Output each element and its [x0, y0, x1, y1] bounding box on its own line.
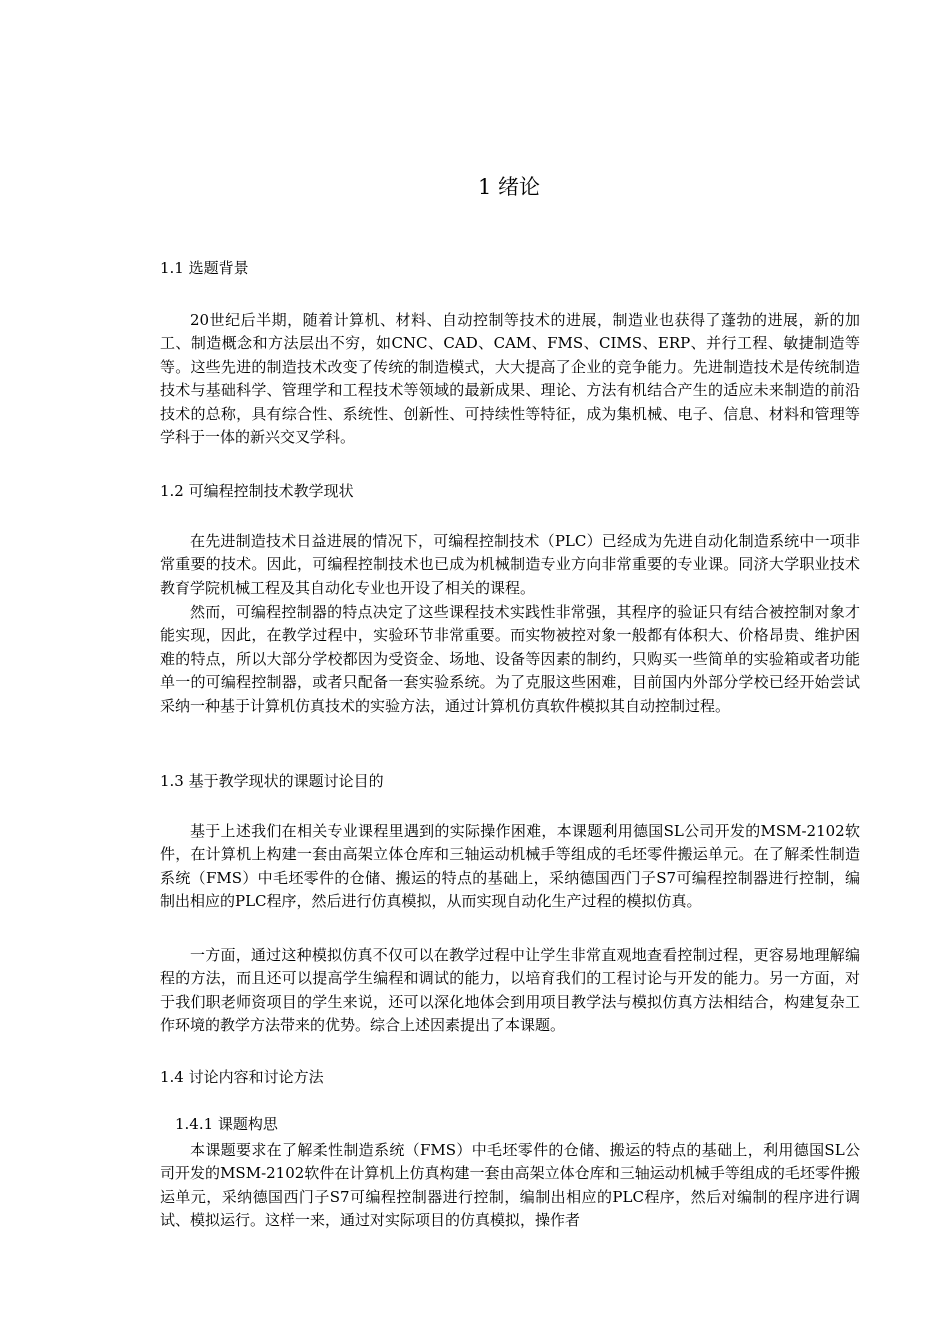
subsection-1-4-1-paragraph: 本课题要求在了解柔性制造系统（FMS）中毛坯零件的仓储、搬运的特点的基础上，利用德国SL公司开发的MSM-2102软件在计算机上仿真构建一套由高架立体仓库和三轴运动机械手等组成的毛坯零件搬运单元，采纳德国西门子S7可编程控制器进行控制，编制出相应的PLC程序，然后对编制的程序进行调试、模拟运行。这样一来，通过对实际项目的仿真模拟，操作者: [160, 1141, 860, 1230]
section-heading-1-1: 1.1 选题背景: [160, 259, 249, 277]
section-1-1-paragraph: 20世纪后半期，随着计算机、材料、自动控制等技术的进展，制造业也获得了蓬勃的进展，新的加工、制造概念和方法层出不穷，如CNC、CAD、CAM、FMS、CIMS、ERP、并行工程、敏捷制造等等。这些先进的制造技术改变了传统的制造模式，大大提高了企业的竞争能力。先进制造技术是传统制造技术与基础科学、管理学和工程技术等领域的最新成果、理论、方法有机结合产生的适应未来制造的前沿技术的总称，具有综合性、系统性、创新性、可持续性等特征，成为集机械、电子、信息、材料和管理等学科于一体的新兴交叉学科。: [160, 311, 860, 447]
section-heading-1-2: 1.2 可编程控制技术教学现状: [160, 482, 354, 500]
section-1-3-paragraph-2: 一方面，通过这种模拟仿真不仅可以在教学过程中让学生非常直观地查看控制过程，更容易地理解编程的方法，而且还可以提高学生编程和调试的能力，以培育我们的工程讨论与开发的能力。另一方面，对于我们职老师资项目的学生来说，还可以深化地体会到用项目教学法与模拟仿真方法相结合，构建复杂工作环境的教学方法带来的优势。综合上述因素提出了本课题。: [160, 946, 860, 1035]
subsection-heading-1-4-1: 1.4.1 课题构思: [175, 1115, 278, 1133]
section-heading-1-4: 1.4 讨论内容和讨论方法: [160, 1068, 324, 1086]
section-heading-1-3: 1.3 基于教学现状的课题讨论目的: [160, 772, 384, 790]
section-1-2-paragraph-1: 在先进制造技术日益进展的情况下，可编程控制技术（PLC）已经成为先进自动化制造系统中一项非常重要的技术。因此，可编程控制技术也已成为机械制造专业方向非常重要的专业课。同济大学职业技术教育学院机械工程及其自动化专业也开设了相关的课程。: [160, 532, 860, 597]
section-1-2-paragraph-2: 然而，可编程控制器的特点决定了这些课程技术实践性非常强，其程序的验证只有结合被控制对象才能实现，因此，在教学过程中，实验环节非常重要。而实物被控对象一般都有体积大、价格昂贵、维护困难的特点，所以大部分学校都因为受资金、场地、设备等因素的制约，只购买一些简单的实验箱或者功能单一的可编程控制器，或者只配备一套实验系统。为了克服这些困难，目前国内外部分学校已经开始尝试采纳一种基于计算机仿真技术的实验方法，通过计算机仿真软件模拟其自动控制过程。: [160, 603, 860, 715]
section-1-3-paragraph-1: 基于上述我们在相关专业课程里遇到的实际操作困难，本课题利用德国SL公司开发的MSM-2102软件，在计算机上构建一套由高架立体仓库和三轴运动机械手等组成的毛坯零件搬运单元。在了解柔性制造系统（FMS）中毛坯零件的仓储、搬运的特点的基础上，采纳德国西门子S7可编程控制器进行控制，编制出相应的PLC程序，然后进行仿真模拟，从而实现自动化生产过程的模拟仿真。: [160, 822, 860, 911]
chapter-title: 1 绪论: [477, 175, 541, 199]
